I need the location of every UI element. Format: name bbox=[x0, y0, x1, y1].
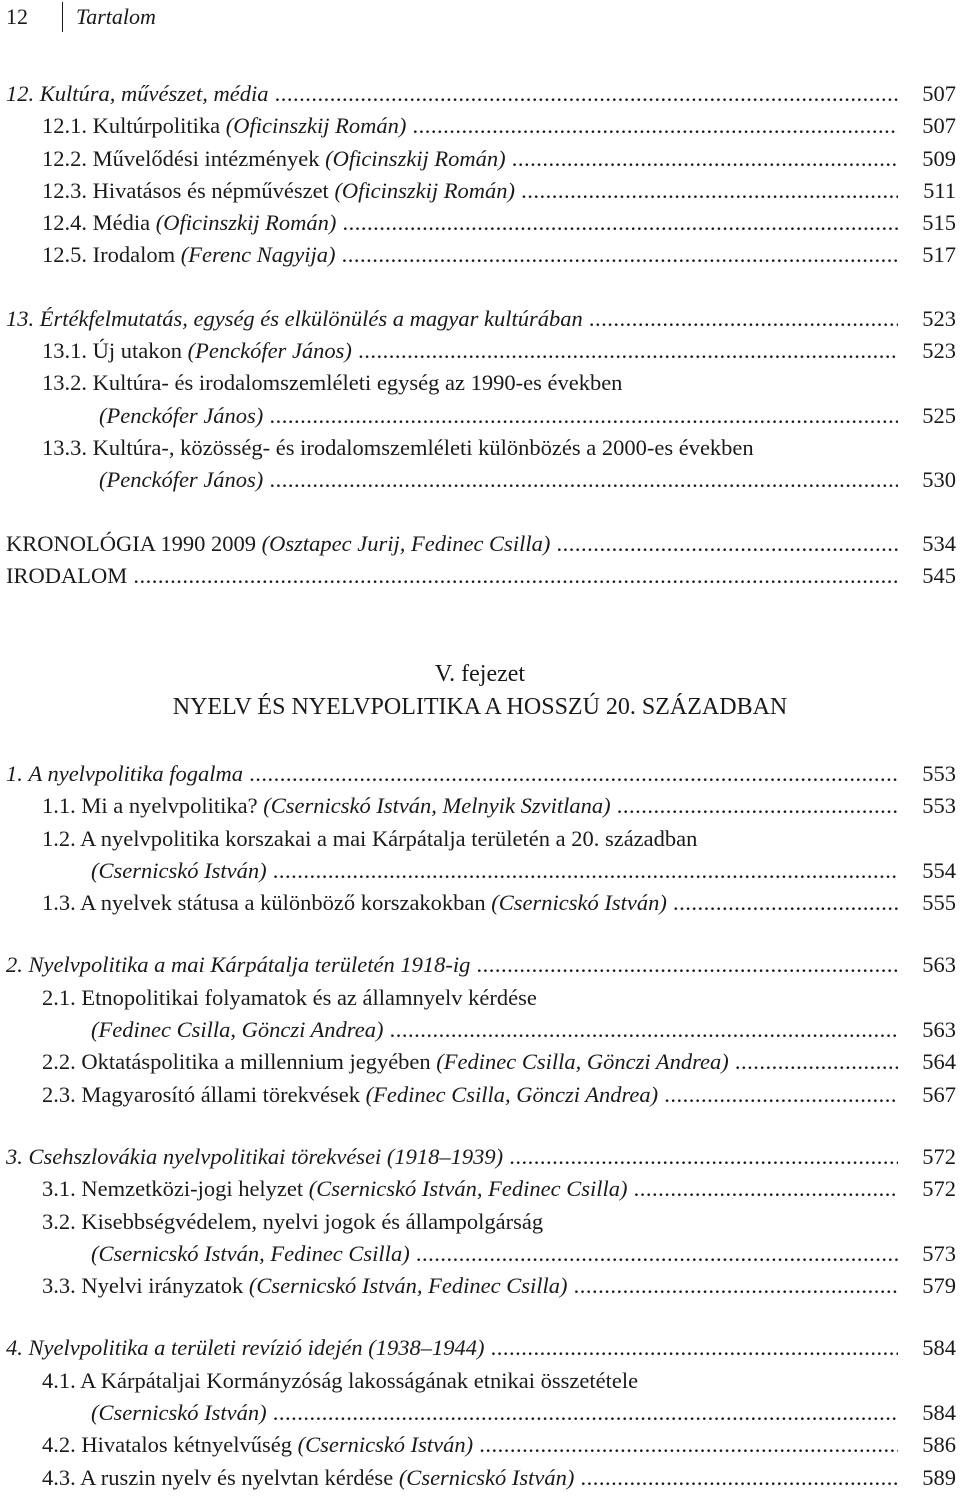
toc-entry-page: 555 bbox=[922, 890, 956, 916]
running-title: Tartalom bbox=[76, 4, 156, 29]
toc-entry-page: 572 bbox=[922, 1143, 956, 1169]
toc-entry-title: A nyelvpolitika fogalma bbox=[28, 761, 244, 786]
toc-entry-number: 12.4. bbox=[42, 210, 87, 236]
toc-entry[interactable] bbox=[0, 855, 960, 887]
toc-entry-number: 2.2. bbox=[42, 1049, 76, 1075]
page-number: 12 bbox=[6, 4, 28, 29]
toc-entry-title: A ruszin nyelv és nyelvtan kérdése bbox=[80, 1464, 399, 1490]
toc-entry[interactable] bbox=[0, 335, 960, 367]
toc-entry[interactable] bbox=[0, 1270, 960, 1302]
toc-entry-title: Nyelvpolitika a területi revízió idején (1938–1944) bbox=[28, 1335, 485, 1361]
toc-entry-number: 12. bbox=[6, 81, 35, 106]
toc-entry-page: 554 bbox=[922, 857, 956, 883]
toc-entry-author: (Fedinec Csilla, Gönczi Andrea) bbox=[91, 1017, 384, 1043]
toc-entry-title: Kultúra-, közösség- és irodalomszemléleti különbözés a 2000-es években bbox=[92, 434, 754, 460]
toc-entry-title: IRODALOM bbox=[6, 562, 128, 588]
toc-entry-page: 523 bbox=[922, 338, 956, 364]
toc-entry-author: (Csernicskó István) bbox=[491, 890, 667, 916]
chapter-title: NYELV ÉS NYELVPOLITIKA A HOSSZÚ 20. SZÁZADBAN bbox=[172, 694, 788, 720]
toc-entry-page: 523 bbox=[922, 305, 956, 331]
toc-entry[interactable] bbox=[0, 1429, 960, 1461]
toc-entry-number: 12.5. bbox=[42, 242, 87, 268]
toc-entry[interactable] bbox=[0, 1046, 960, 1078]
toc-entry-title: Kultúrpolitika bbox=[92, 113, 226, 139]
toc-entry-title: A Kárpátaljai Kormányzóság lakosságának etnikai összetétele bbox=[80, 1367, 639, 1393]
toc-entry[interactable] bbox=[0, 110, 960, 142]
toc-entry-title: Nyelvpolitika a mai Kárpátalja területén 1918-ig bbox=[28, 952, 471, 978]
toc-entry[interactable] bbox=[0, 1014, 960, 1046]
toc-entry[interactable] bbox=[0, 1079, 960, 1111]
toc-entry-page: 553 bbox=[922, 761, 956, 786]
toc-entry-author: (Oficinszkij Román) bbox=[225, 113, 407, 139]
toc-entry-author: (Penckófer János) bbox=[99, 467, 264, 493]
toc-entry-number: 13. bbox=[6, 305, 35, 331]
toc-entry-page: 573 bbox=[922, 1240, 956, 1266]
toc-entry-author: (Oficinszkij Román) bbox=[334, 177, 516, 203]
toc-entry-title: Kultúra- és irodalomszemléleti egység az 1990-es években bbox=[92, 370, 623, 396]
toc-section-language-policy bbox=[0, 758, 960, 1494]
toc-entry[interactable] bbox=[0, 790, 960, 822]
toc-entry-number: 1.2. bbox=[42, 825, 76, 851]
toc-entry-page: 564 bbox=[922, 1049, 956, 1075]
toc-entry-number: 12.1. bbox=[42, 113, 87, 139]
toc-entry-page: 515 bbox=[922, 210, 956, 236]
toc-entry-page: 507 bbox=[922, 81, 956, 106]
toc-entry-author: (Fedinec Csilla, Gönczi Andrea) bbox=[365, 1081, 659, 1107]
toc-entry-number: 4.3. bbox=[42, 1464, 76, 1490]
toc-entry-title: Oktatáspolitika a millennium jegyében bbox=[81, 1049, 437, 1075]
toc-entry-author: (Csernicskó István, Fedinec Csilla) bbox=[91, 1240, 410, 1266]
toc-entry-title: A nyelvpolitika korszakai a mai Kárpátalja területén a 20. században bbox=[80, 825, 698, 851]
toc-entry-page: 584 bbox=[922, 1335, 956, 1361]
toc-entry-page: 530 bbox=[922, 467, 956, 493]
toc-entry-page: 563 bbox=[922, 952, 956, 978]
toc-entry-title: Hivatásos és népművészet bbox=[92, 177, 335, 203]
toc-entry[interactable] bbox=[0, 949, 960, 981]
toc-entry[interactable] bbox=[0, 528, 960, 560]
toc-entry-number: 12.3. bbox=[42, 177, 87, 203]
toc-entry-title: A nyelvek státusa a különböző korszakokban bbox=[80, 890, 492, 916]
toc-entry[interactable] bbox=[0, 367, 960, 399]
toc-entry-title: Kisebbségvédelem, nyelvi jogok és állampolgárság bbox=[81, 1208, 544, 1234]
page-header bbox=[0, 0, 960, 34]
toc-entry-number: 2.3. bbox=[42, 1081, 76, 1107]
toc-entry-title: Irodalom bbox=[92, 242, 181, 268]
toc-entry-title: KRONOLÓGIA 1990 2009 bbox=[6, 530, 262, 556]
toc-entry-author: (Ferenc Nagyija) bbox=[180, 242, 336, 268]
toc-entry-title: Etnopolitikai folyamatok és az államnyelv kérdése bbox=[81, 984, 537, 1010]
toc-entry[interactable] bbox=[0, 143, 960, 175]
toc-section-culture bbox=[0, 78, 960, 592]
toc-entry-author: (Osztapec Jurij, Fedinec Csilla) bbox=[261, 530, 551, 556]
toc-entry-author: (Penckófer János) bbox=[99, 402, 264, 428]
toc-entry-number: 13.2. bbox=[42, 370, 87, 396]
toc-entry-title: Értékfelmutatás, egység és elkülönülés a magyar kultúrában bbox=[39, 305, 583, 331]
toc-entry-page: 584 bbox=[922, 1400, 956, 1426]
toc-entry-page: 567 bbox=[922, 1081, 956, 1107]
toc-entry-number: 2. bbox=[6, 952, 23, 978]
toc-entry-number: 1. bbox=[6, 761, 23, 786]
toc-entry-number: 13.3. bbox=[42, 434, 87, 460]
toc-entry-page: 589 bbox=[922, 1464, 956, 1490]
toc-entry[interactable] bbox=[0, 1365, 960, 1397]
toc-entry[interactable] bbox=[0, 1238, 960, 1270]
toc-entry-number: 3.3. bbox=[42, 1273, 76, 1299]
toc-entry-title: Csehszlovákia nyelvpolitikai törekvései (1918–1939) bbox=[28, 1143, 504, 1169]
toc-entry[interactable] bbox=[0, 1397, 960, 1429]
toc-entry-number: 1.3. bbox=[42, 890, 76, 916]
toc-entry-title: Új utakon bbox=[92, 338, 188, 364]
toc-entry-number: 3. bbox=[6, 1143, 23, 1169]
toc-entry-title: Művelődési intézmények bbox=[92, 145, 326, 171]
toc-entry-author: (Csernicskó István) bbox=[91, 1400, 267, 1426]
toc-entry[interactable] bbox=[0, 758, 960, 790]
toc-entry-author: (Csernicskó István, Fedinec Csilla) bbox=[308, 1176, 628, 1202]
toc-entry[interactable] bbox=[0, 432, 960, 464]
toc-entry-page: 545 bbox=[922, 562, 956, 588]
toc-entry-page: 572 bbox=[922, 1176, 956, 1202]
toc-entry[interactable] bbox=[0, 823, 960, 855]
toc-entry-author: (Csernicskó István) bbox=[398, 1464, 575, 1490]
toc-entry[interactable] bbox=[0, 1141, 960, 1173]
toc-entry-number: 1.1. bbox=[42, 793, 76, 819]
toc-entry-page: 553 bbox=[922, 793, 956, 819]
toc-entry-number: 4. bbox=[6, 1335, 23, 1361]
toc-entry-page: 509 bbox=[922, 145, 956, 171]
toc-entry-title: Nemzetközi-jogi helyzet bbox=[81, 1176, 309, 1202]
toc-entry-page: 525 bbox=[922, 402, 956, 428]
toc-entry-page: 534 bbox=[922, 530, 956, 556]
toc-entry[interactable] bbox=[0, 400, 960, 432]
toc-entry-number: 3.1. bbox=[42, 1176, 76, 1202]
toc-entry-number: 12.2. bbox=[42, 145, 87, 171]
toc-entry-author: (Csernicskó István, Melnyik Szvitlana) bbox=[263, 793, 611, 819]
toc-entry-page: 517 bbox=[922, 242, 956, 268]
toc-entry-page: 511 bbox=[923, 177, 956, 203]
toc-entry-page: 579 bbox=[922, 1273, 956, 1299]
toc-entry-title: Kultúra, művészet, média bbox=[39, 81, 269, 106]
toc-entry-author: (Oficinszkij Román) bbox=[325, 145, 506, 171]
toc-entry-page: 563 bbox=[922, 1017, 956, 1043]
toc-entry-author: (Oficinszkij Román) bbox=[155, 210, 337, 236]
toc-entry[interactable] bbox=[0, 207, 960, 239]
toc-entry-page: 507 bbox=[922, 113, 956, 139]
toc-entry[interactable] bbox=[0, 1462, 960, 1494]
toc-entry[interactable] bbox=[0, 1332, 960, 1364]
toc-entry[interactable] bbox=[0, 78, 960, 110]
toc-entry[interactable] bbox=[0, 303, 960, 335]
toc-entry-page: 586 bbox=[922, 1432, 956, 1458]
toc-entry-title: Magyarosító állami törekvések bbox=[81, 1081, 366, 1107]
toc-entry-author: (Csernicskó István, Fedinec Csilla) bbox=[248, 1273, 568, 1299]
toc-entry-author: (Csernicskó István) bbox=[297, 1432, 474, 1458]
toc-entry[interactable] bbox=[0, 1173, 960, 1205]
toc-entry-number: 4.2. bbox=[42, 1432, 76, 1458]
header-divider bbox=[62, 2, 63, 32]
toc-entry-number: 13.1. bbox=[42, 338, 87, 364]
toc-entry-author: (Csernicskó István) bbox=[91, 857, 267, 883]
toc-entry-number: 3.2. bbox=[42, 1208, 76, 1234]
toc-entry-author: (Penckófer János) bbox=[187, 338, 352, 364]
toc-entry-title: Hivatalos kétnyelvűség bbox=[81, 1432, 298, 1458]
toc-entry[interactable] bbox=[0, 239, 960, 271]
toc-entry[interactable] bbox=[0, 1206, 960, 1238]
toc-entry-author: (Fedinec Csilla, Gönczi Andrea) bbox=[436, 1049, 729, 1075]
toc-entry[interactable] bbox=[0, 464, 960, 496]
toc-entry-number: 4.1. bbox=[42, 1367, 76, 1393]
toc-entry-title: Média bbox=[92, 210, 156, 236]
toc-entry-title: Nyelvi irányzatok bbox=[81, 1273, 249, 1299]
toc-entry[interactable] bbox=[0, 887, 960, 919]
chapter-label: V. fejezet bbox=[434, 661, 526, 687]
toc-entry-number: 2.1. bbox=[42, 984, 76, 1010]
toc-entry[interactable] bbox=[0, 560, 960, 592]
toc-entry[interactable] bbox=[0, 982, 960, 1014]
toc-entry[interactable] bbox=[0, 175, 960, 207]
toc-entry-title: Mi a nyelvpolitika? bbox=[81, 793, 264, 819]
